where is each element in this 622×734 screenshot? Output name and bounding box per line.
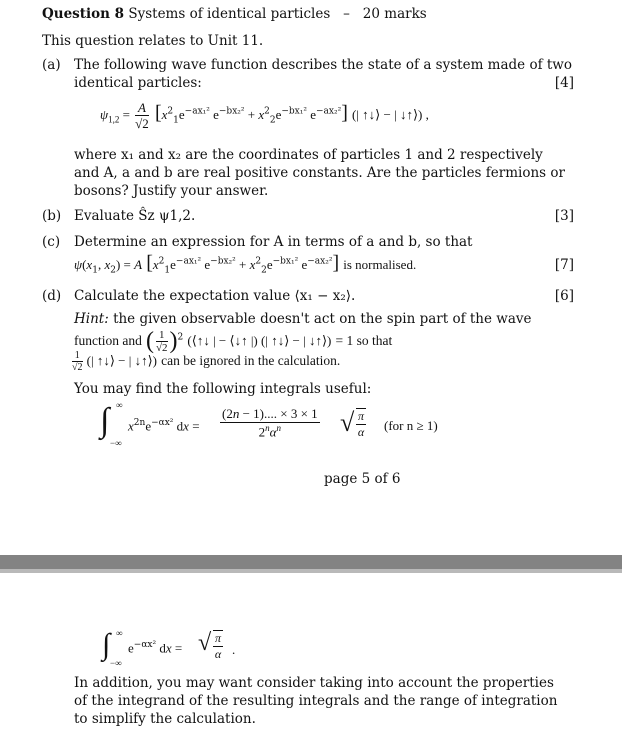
- page-separator: [0, 555, 622, 569]
- hint-text1: the given observable doesn't act on the spin part of the wave: [113, 311, 532, 327]
- part-b-text: Evaluate Ŝz ψ1,2.: [74, 208, 196, 224]
- hint-text2a: function and: [74, 333, 142, 348]
- normalisation-equation: $\psi(x_1$, $x_2) = A$ [$x^2_1e^{-ax_1^2}$ $e^{-bx_2^2} + x^2_2e^{-bx_1^2}$ $e^{-ax_2^2}$] is normalised.: [74, 252, 417, 276]
- part-b-marks: [3]: [554, 208, 574, 224]
- part-c-marks: [7]: [554, 257, 574, 273]
- part-c-label: (c): [42, 234, 61, 250]
- useful-integrals-text: You may find the following integrals useful:: [74, 381, 372, 397]
- part-a-text3: bosons? Justify your answer.: [74, 183, 269, 199]
- part-a-text1: where x₁ and x₂ are the coordinates of particles 1 and 2 respectively: [74, 147, 543, 163]
- hint-text3: can be ignored in the calculation.: [161, 353, 341, 368]
- part-b-label: (b): [42, 208, 62, 224]
- hint-line3: $\frac{1}{√2}$ (| ↑↓⟩ − | ↓↑⟩) can be ignored in the calculation.: [72, 350, 341, 373]
- part-d-line1: Calculate the expectation value ⟨x₁ − x₂⟩.: [74, 288, 356, 304]
- page-separator-shadow: [0, 569, 622, 573]
- intro-text: This question relates to Unit 11.: [42, 33, 264, 49]
- question-label: Question 8: [42, 6, 125, 22]
- part-d-label: (d): [42, 288, 62, 304]
- part-c-line1: Determine an expression for A in terms of a and b, so that: [74, 234, 473, 250]
- hint-line1: [74, 310, 532, 328]
- hint-line2: function and ( $\frac{1}{√2}$ )$^2$ (⟨↑↓ | − ⟨↓↑ |) (| ↑↓⟩ − | ↓↑⟩) = 1 so that: [74, 328, 393, 354]
- header-dash: –: [343, 6, 350, 22]
- integral-condition: (for n ≥ 1): [384, 418, 438, 433]
- part-a-marks: [4]: [554, 75, 574, 91]
- part-d-marks: [6]: [554, 288, 574, 304]
- part-c-tail: is normalised.: [343, 257, 417, 272]
- part-a-line1: The following wave function describes the state of a system made of two: [74, 57, 572, 73]
- part-a-label: (a): [42, 57, 61, 73]
- page-number: page 5 of 6: [324, 471, 401, 487]
- closing-line2: of the integrand of the resulting integrals and the range of integration: [74, 693, 558, 709]
- question-title: Systems of identical particles: [128, 6, 331, 22]
- marks-total: 20 marks: [362, 6, 427, 22]
- part-a-line2: identical particles:: [74, 75, 202, 91]
- closing-line3: to simplify the calculation.: [74, 711, 256, 727]
- wavefunction-equation: $\psi_{1,2}$ = $\frac{A}{√2}$ [$x^2_1e^{-ax_1^2}$ $e^{-bx_2^2} + x^2_2e^{-bx_1^2}$ $e^{-ax_2^2}$] (| ↑↓⟩ − | ↓↑⟩) ,: [100, 100, 429, 131]
- hint-label: Hint:: [74, 311, 109, 327]
- hint-text2b: = 1 so that: [335, 333, 393, 348]
- part-a-text2: and A, a and b are real positive constants. Are the particles fermions or: [74, 165, 565, 181]
- closing-line1: In addition, you may want consider taking into account the properties: [74, 675, 554, 691]
- question-header: [42, 5, 427, 23]
